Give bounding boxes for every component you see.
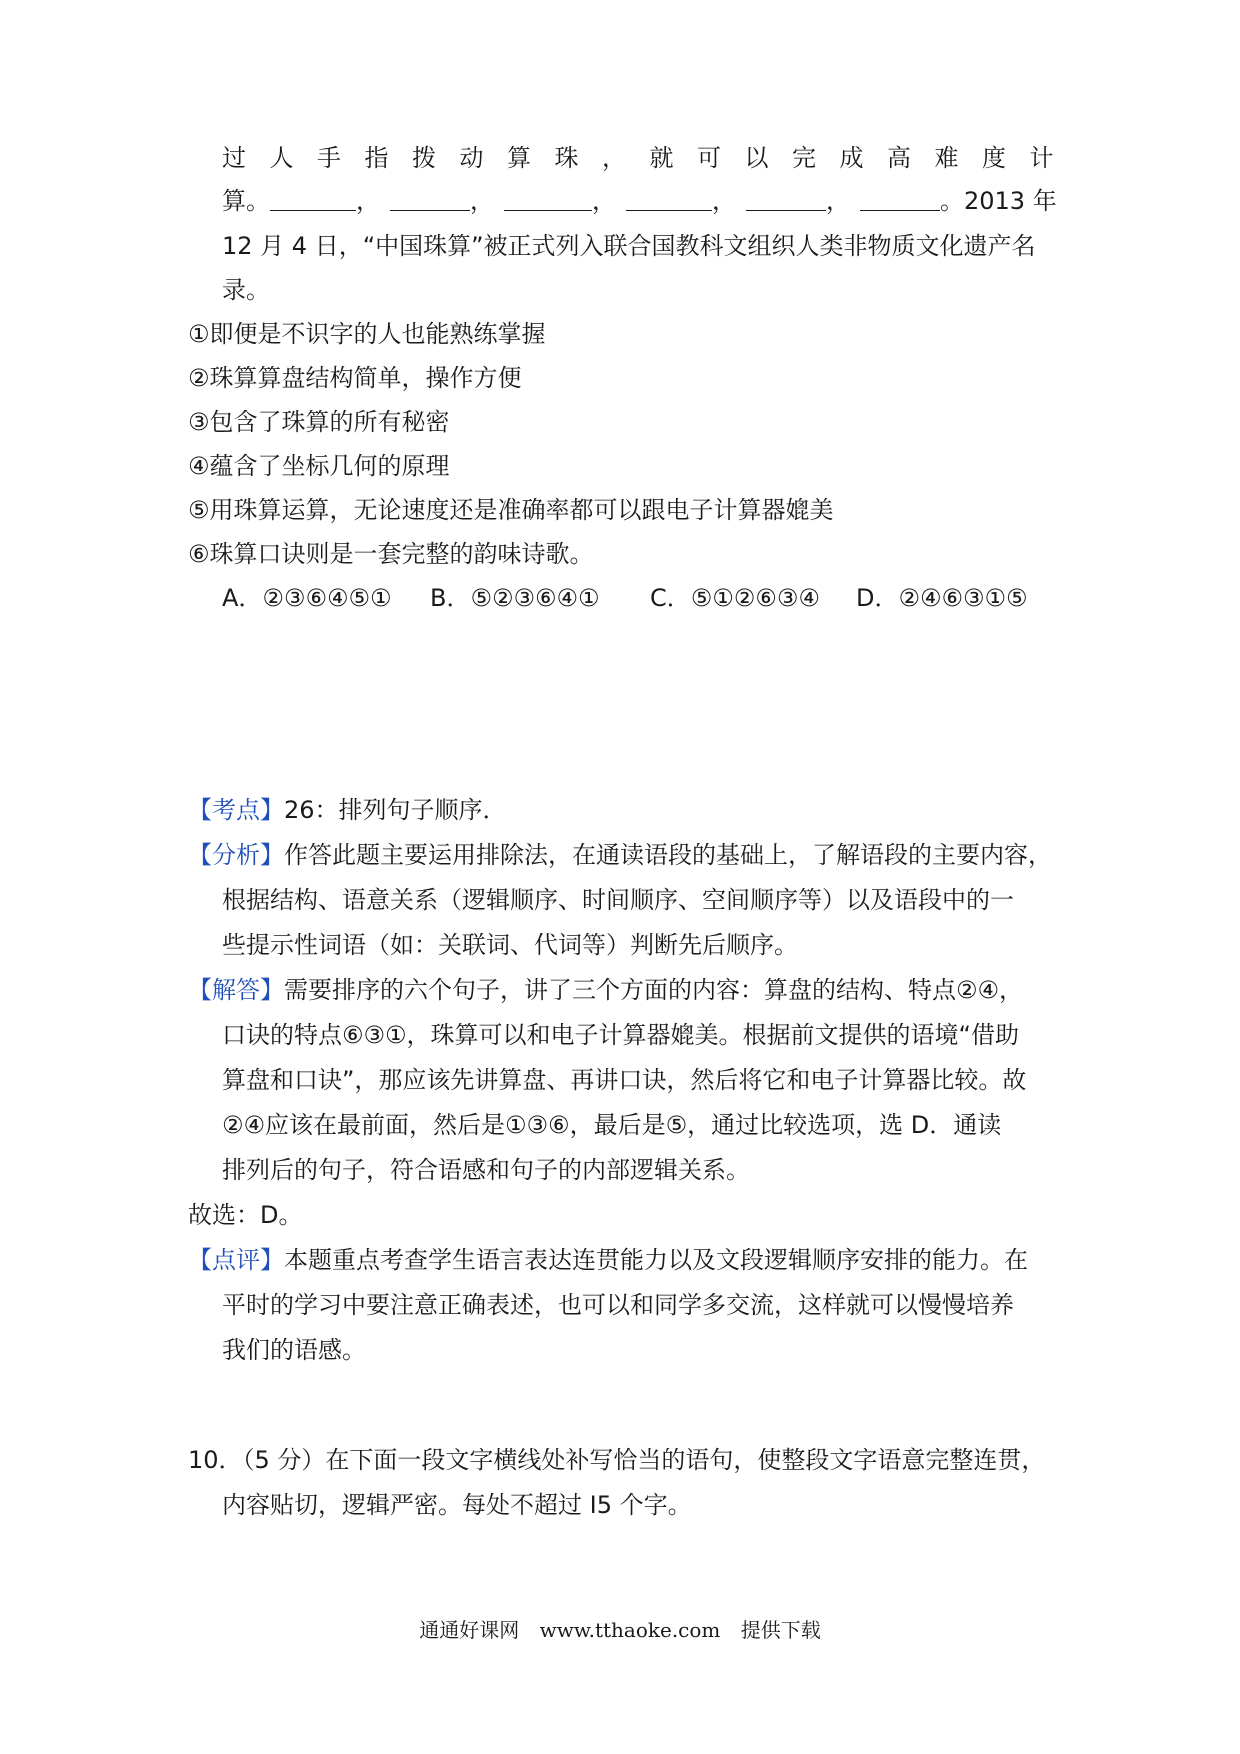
- footer-url: www.tthaoke.com: [539, 1618, 721, 1642]
- kaodian-text: 26：排列句子顺序．: [284, 796, 507, 824]
- fill-blank-5: [746, 186, 826, 211]
- passage-line-1: 过人手指拨动算珠，就可以完成高难度计: [222, 144, 1077, 172]
- fill-blank-6: [860, 186, 940, 211]
- question-10-line-1: 10．（5 分）在下面一段文字横线处补写恰当的语句，使整段文字语意完整连贯，: [188, 1446, 1046, 1474]
- fenxi-line-1: [188, 837, 1240, 873]
- separator: ，: [826, 187, 850, 215]
- dianping-text: 本题重点考查学生语言表达连贯能力以及文段逻辑顺序安排的能力。在: [284, 1246, 1028, 1274]
- fill-blank-2: [390, 186, 470, 211]
- sentence-2: ②珠算算盘结构简单，操作方便: [188, 364, 522, 392]
- option-b: B．⑤②③⑥④①: [430, 584, 600, 612]
- dianping-line-2: 平时的学习中要注意正确表述，也可以和同学多交流，这样就可以慢慢培养: [222, 1291, 1014, 1319]
- sentence-6: ⑥珠算口诀则是一套完整的韵味诗歌。: [188, 540, 594, 568]
- separator: ，: [712, 187, 736, 215]
- question-10-line-2: 内容贴切，逻辑严密。每处不超过 I5 个字。: [222, 1491, 692, 1519]
- option-c: C．⑤①②⑥③④: [650, 584, 820, 612]
- dianping-line-3: 我们的语感。: [222, 1336, 366, 1364]
- jieda-line-5: 排列后的句子，符合语感和句子的内部逻辑关系。: [222, 1156, 750, 1184]
- page-footer: [0, 1614, 1240, 1643]
- dianping-line-1: [188, 1242, 1240, 1278]
- option-a: A．②③⑥④⑤①: [222, 584, 392, 612]
- jieda-line-4: ②④应该在最前面，然后是①③⑥，最后是⑤，通过比较选项，选 D．通读: [222, 1111, 1002, 1139]
- dianping-tag: 【点评】: [188, 1246, 284, 1274]
- passage-line-2: [222, 183, 1240, 219]
- separator: ，: [356, 187, 380, 215]
- separator: ，: [470, 187, 494, 215]
- jieda-tag: 【解答】: [188, 976, 284, 1004]
- sentence-1: ①即便是不识字的人也能熟练掌握: [188, 320, 546, 348]
- passage-line-4: 录。: [222, 276, 270, 304]
- kaodian-line: [188, 792, 1240, 828]
- separator: ，: [592, 187, 616, 215]
- sentence-3: ③包含了珠算的所有秘密: [188, 408, 450, 436]
- fenxi-line-2: 根据结构、语意关系（逻辑顺序、时间顺序、空间顺序等）以及语段中的一: [222, 886, 1014, 914]
- fenxi-tag: 【分析】: [188, 841, 284, 869]
- jieda-line-3: 算盘和口诀”，那应该先讲算盘、再讲口诀，然后将它和电子计算器比较。故: [222, 1066, 1027, 1094]
- fenxi-text: 作答此题主要运用排除法，在通读语段的基础上，了解语段的主要内容，: [284, 841, 1052, 869]
- fill-blank-1: [270, 186, 356, 211]
- jieda-text: 需要排序的六个句子，讲了三个方面的内容：算盘的结构、特点②④，: [284, 976, 1024, 1004]
- option-d: D．②④⑥③①⑤: [856, 584, 1028, 612]
- footer-site-name: 通通好课网: [419, 1618, 520, 1642]
- fill-blank-3: [504, 186, 592, 211]
- footer-note: 提供下载: [740, 1618, 821, 1642]
- passage-line-2-end: 。2013 年: [940, 187, 1057, 215]
- sentence-5: ⑤用珠算运算，无论速度还是准确率都可以跟电子计算器媲美: [188, 496, 834, 524]
- passage-line-2-start: 算。: [222, 187, 270, 215]
- jieda-line-2: 口诀的特点⑥③①，珠算可以和电子计算器媲美。根据前文提供的语境“借助: [222, 1021, 1019, 1049]
- fill-blank-4: [626, 186, 712, 211]
- fenxi-line-3: 些提示性词语（如：关联词、代词等）判断先后顺序。: [222, 931, 798, 959]
- jieda-line-1: [188, 972, 1240, 1008]
- sentence-4: ④蕴含了坐标几何的原理: [188, 452, 450, 480]
- final-answer: 故选：D。: [188, 1201, 303, 1229]
- kaodian-tag: 【考点】: [188, 796, 284, 824]
- passage-line-3: 12 月 4 日，“中国珠算”被正式列入联合国教科文组织人类非物质文化遗产名: [222, 232, 1036, 260]
